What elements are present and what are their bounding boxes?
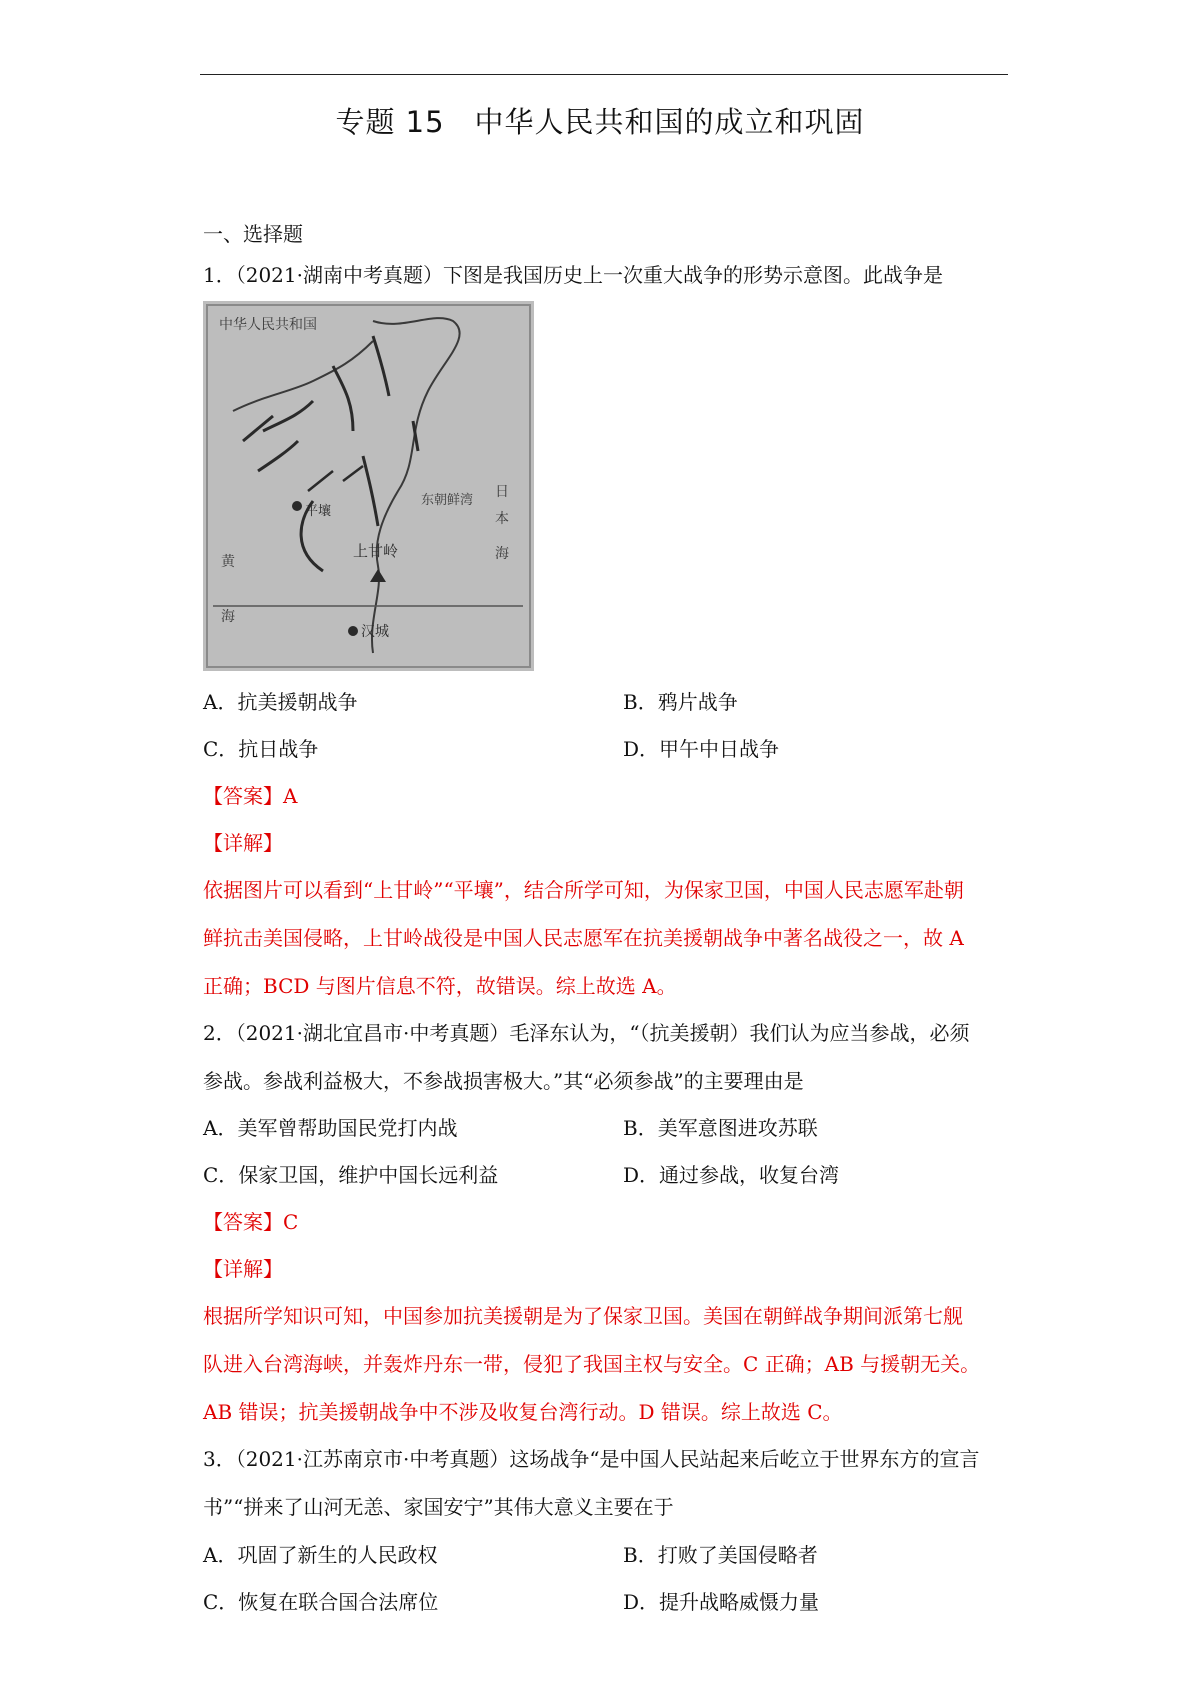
- question-2-detail-label: 【详解】: [203, 1257, 283, 1281]
- question-1-detail-label: 【详解】: [203, 831, 283, 855]
- war-situation-map: [203, 301, 534, 671]
- question-1-option-c: C．抗日战争: [203, 737, 319, 761]
- map-label-shangganling: 上甘岭: [353, 542, 399, 560]
- question-1-analysis-line: 鲜抗击美国侵略，上甘岭战役是中国人民志愿军在抗美援朝战争中著名战役之一，故 A: [203, 926, 964, 950]
- question-2-analysis-line: 根据所学知识可知，中国参加抗美援朝是为了保家卫国。美国在朝鲜战争期间派第七舰: [203, 1304, 963, 1328]
- map-label-east-bay: 东朝鲜湾: [421, 493, 474, 508]
- question-3-option-a: A．巩固了新生的人民政权: [203, 1543, 438, 1567]
- question-2-stem: 2．（2021·湖北宜昌市·中考真题）毛泽东认为，“（抗美援朝）我们认为应当参战，必须: [203, 1021, 970, 1045]
- page-title: 专题 15 中华人民共和国的成立和巩固: [335, 105, 865, 139]
- map-label-japan-sea: 本: [495, 511, 509, 527]
- question-1-answer: 【答案】A: [203, 784, 298, 808]
- question-1-analysis-line: 依据图片可以看到“上甘岭”“平壤”，结合所学可知，为保家卫国，中国人民志愿军赴朝: [203, 878, 964, 902]
- question-2-analysis-line: AB 错误；抗美援朝战争中不涉及收复台湾行动。D 错误。综上故选 C。: [203, 1400, 843, 1424]
- question-2-stem: 参战。参战利益极大，不参战损害极大。”其“必须参战”的主要理由是: [203, 1069, 804, 1093]
- map-label-japan-sea: 日: [495, 484, 509, 500]
- pyongyang-marker: [292, 501, 302, 511]
- question-3-option-d: D．提升战略威慑力量: [623, 1590, 820, 1614]
- map-label-hancheng: 汉城: [361, 624, 389, 640]
- question-2-option-c: C．保家卫国，维护中国长远利益: [203, 1163, 499, 1187]
- question-1-analysis-line: 正确；BCD 与图片信息不符，故错误。综上故选 A。: [203, 974, 677, 998]
- question-3-stem: 3．（2021·江苏南京市·中考真题）这场战争“是中国人民站起来后屹立于世界东方的宣言: [203, 1447, 980, 1471]
- section-heading: 一、选择题: [203, 222, 303, 246]
- hancheng-marker: [348, 626, 358, 636]
- question-3-stem: 书”“拼来了山河无恙、家国安宁”其伟大意义主要在于: [203, 1495, 674, 1519]
- question-2-analysis-line: 队进入台湾海峡，并轰炸丹东一带，侵犯了我国主权与安全。C 正确；AB 与援朝无关。: [203, 1352, 981, 1376]
- question-1-option-d: D．甲午中日战争: [623, 737, 780, 761]
- question-2-answer: 【答案】C: [203, 1210, 299, 1234]
- question-2-option-b: B．美军意图进攻苏联: [623, 1116, 818, 1140]
- question-2-option-a: A．美军曾帮助国民党打内战: [203, 1116, 458, 1140]
- map-label-yellow-sea: 海: [221, 609, 235, 625]
- question-1-option-b: B．鸦片战争: [623, 690, 738, 714]
- question-3-option-c: C．恢复在联合国合法席位: [203, 1590, 439, 1614]
- map-label-pyongyang: 平壤: [305, 504, 332, 519]
- map-label-yellow-sea: 黄: [221, 554, 235, 570]
- map-background: [203, 301, 534, 671]
- map-label-country: 中华人民共和国: [219, 317, 317, 333]
- question-1-stem: 1．（2021·湖南中考真题）下图是我国历史上一次重大战争的形势示意图。此战争是: [203, 263, 943, 287]
- question-2-option-d: D．通过参战，收复台湾: [623, 1163, 840, 1187]
- map-label-japan-sea: 海: [495, 546, 509, 562]
- question-1-option-a: A．抗美援朝战争: [203, 690, 358, 714]
- header-rule: [200, 74, 1008, 75]
- question-3-option-b: B．打败了美国侵略者: [623, 1543, 818, 1567]
